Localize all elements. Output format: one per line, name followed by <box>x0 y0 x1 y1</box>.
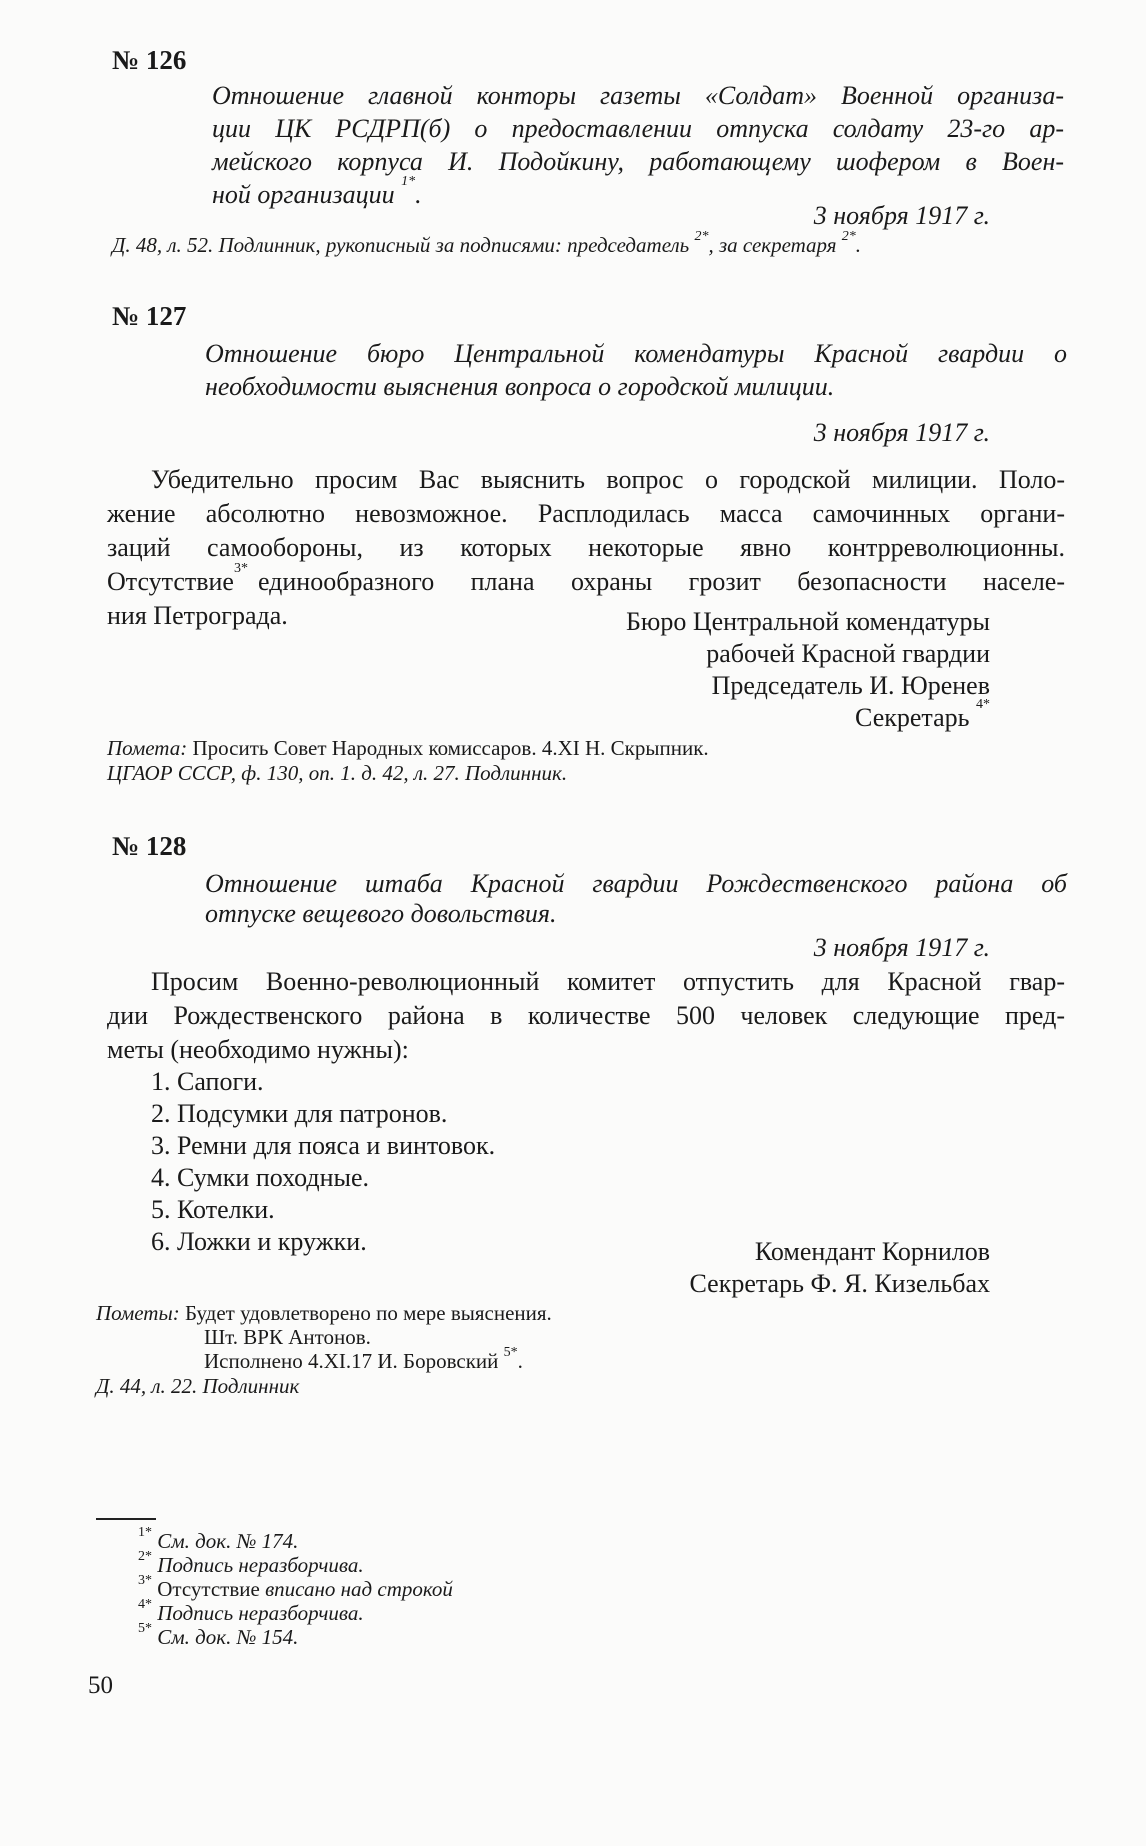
doc-128-list-item: 4. Сумки походные. <box>151 1163 370 1192</box>
footnote-divider <box>96 1518 156 1520</box>
footnote-ref: 1* <box>401 174 416 189</box>
footnote-text: См. док. № 154. <box>157 1625 299 1649</box>
doc-126-date: 3 ноября 1917 г. <box>813 201 990 230</box>
footnote-ref: 2* <box>694 229 709 244</box>
mark-text: Исполнено 4.XI.17 И. Боровский <box>204 1349 499 1373</box>
footnote-ref: 4* <box>976 697 990 712</box>
doc-128-list-item: 3. Ремни для пояса и винтовок. <box>151 1131 496 1160</box>
doc-127-mark <box>107 737 709 759</box>
doc-127-body-line: жение абсолютно невозможное. Расплодилась масса самочинных органи- <box>107 499 1065 528</box>
footnote-mark: 3* <box>138 1573 152 1588</box>
doc-127-title-line: Отношение бюро Центральной комендатуры Красной гвардии о <box>205 339 1067 368</box>
footnote-mark: 5* <box>138 1621 152 1636</box>
doc-128-marks-label <box>96 1302 552 1324</box>
doc-127-source: ЦГАОР СССР, ф. 130, оп. 1. д. 42, л. 27. Подлинник. <box>107 761 568 785</box>
doc-128-body-line: меты (необходимо нужны): <box>107 1035 409 1064</box>
footnote-text: вписано над строкой <box>265 1577 453 1601</box>
doc-126-source: Д. 48, л. 52. Подлинник, рукописный за подписями: председатель $^{2*}$, за секретаря $^{2*}$. <box>112 229 862 257</box>
footnote-ref: 2* <box>841 229 856 244</box>
doc-128-number: № 128 <box>112 831 187 861</box>
doc-128-date: 3 ноября 1917 г. <box>813 933 990 962</box>
doc-128-body-line: Просим Военно-революционный комитет отпустить для Красной гвар- <box>151 967 1065 996</box>
marks-label: Пометы: <box>96 1301 180 1325</box>
doc-128-list-item: 1. Сапоги. <box>151 1067 264 1096</box>
doc-127-signature-line: Председатель И. Юренев <box>711 671 990 700</box>
footnote-mark: 1* <box>138 1525 152 1540</box>
doc-128-body-line: дии Рождественского района в количестве 500 человек следующие пред- <box>107 1001 1065 1030</box>
doc-128-signature-line: Секретарь Ф. Я. Кизельбах <box>689 1269 990 1298</box>
doc-127-signature-line: рабочей Красной гвардии <box>706 639 990 668</box>
mark-label: Помета: <box>107 736 188 760</box>
footnote <box>138 1597 364 1625</box>
doc-128-title-line: отпуске вещевого довольствия. <box>205 899 557 928</box>
doc-126-title-line: ции ЦК РСДРП(б) о предоставлении отпуска солдату 23-го ар- <box>212 114 1064 143</box>
source-text: Д. 48, л. 52. Подлинник, рукописный за подписями: председатель <box>112 233 690 257</box>
source-text: , за секретаря <box>708 233 837 257</box>
doc-127-signature-line <box>855 697 990 734</box>
doc-127-body-line: заций самообороны, из которых некоторые явно контрреволюционны. <box>107 533 1065 562</box>
doc-127-number: № 127 <box>112 301 187 331</box>
doc-126-title-line: ной организации $^{1*}$. <box>212 174 422 209</box>
doc-126-title-line: мейского корпуса И. Подойкину, работающему шофером в Воен- <box>212 147 1064 176</box>
doc-128-mark: Исполнено 4.XI.17 И. Боровский $^{5*}$. <box>204 1345 523 1373</box>
mark-text: Просить Совет Народных комиссаров. 4.XI Н. Скрыпник. <box>192 736 709 760</box>
footnote <box>138 1525 299 1553</box>
footnote-ref: 5* <box>503 1345 518 1360</box>
doc-127-body-line: ния Петрограда. <box>107 601 288 630</box>
footnote <box>138 1573 453 1601</box>
footnote <box>138 1621 299 1649</box>
doc-128-list-item: 2. Подсумки для патронов. <box>151 1099 448 1128</box>
footnote-ref: 3* <box>233 561 248 576</box>
doc-127-body-line <box>107 561 1065 598</box>
doc-126-number: № 126 <box>112 45 187 75</box>
footnote-text: См. док. № 174. <box>157 1529 299 1553</box>
footnote-text: Отсутствие <box>157 1577 260 1601</box>
footnote-mark: 2* <box>138 1549 152 1564</box>
doc-128-mark: Шт. ВРК Антонов. <box>204 1325 371 1349</box>
doc-127-body-line: Убедительно просим Вас выяснить вопрос о городской милиции. Поло- <box>151 465 1065 494</box>
body-text: единообразного плана охраны грозит безопасности населе- <box>257 567 1065 596</box>
footnote-mark: 4* <box>138 1597 152 1612</box>
doc-127-signature-line: Бюро Центральной комендатуры <box>626 607 990 636</box>
absent-word: Отсутствие <box>107 567 234 596</box>
footnote-text: Подпись неразборчива. <box>157 1553 364 1577</box>
title-text: ной организации <box>212 180 395 209</box>
doc-128-source: Д. 44, л. 22. Подлинник <box>96 1374 300 1398</box>
footnote-text: Подпись неразборчива. <box>157 1601 364 1625</box>
doc-128-list-item: 5. Котелки. <box>151 1195 275 1224</box>
secretary-text: Секретарь <box>855 703 970 732</box>
mark-text: Будет удовлетворено по мере выяснения. <box>184 1301 552 1325</box>
page-number: 50 <box>88 1672 113 1699</box>
doc-128-signature-line: Комендант Корнилов <box>754 1237 990 1266</box>
doc-127-title-line: необходимости выяснения вопроса о городской милиции. <box>205 372 835 401</box>
doc-127-date: 3 ноября 1917 г. <box>813 418 990 447</box>
doc-126-title-line: Отношение главной конторы газеты «Солдат» Военной организа- <box>212 81 1064 110</box>
doc-128-list-item: 6. Ложки и кружки. <box>151 1227 367 1256</box>
footnote <box>138 1549 364 1577</box>
doc-128-title-line: Отношение штаба Красной гвардии Рождественского района об <box>205 869 1067 898</box>
